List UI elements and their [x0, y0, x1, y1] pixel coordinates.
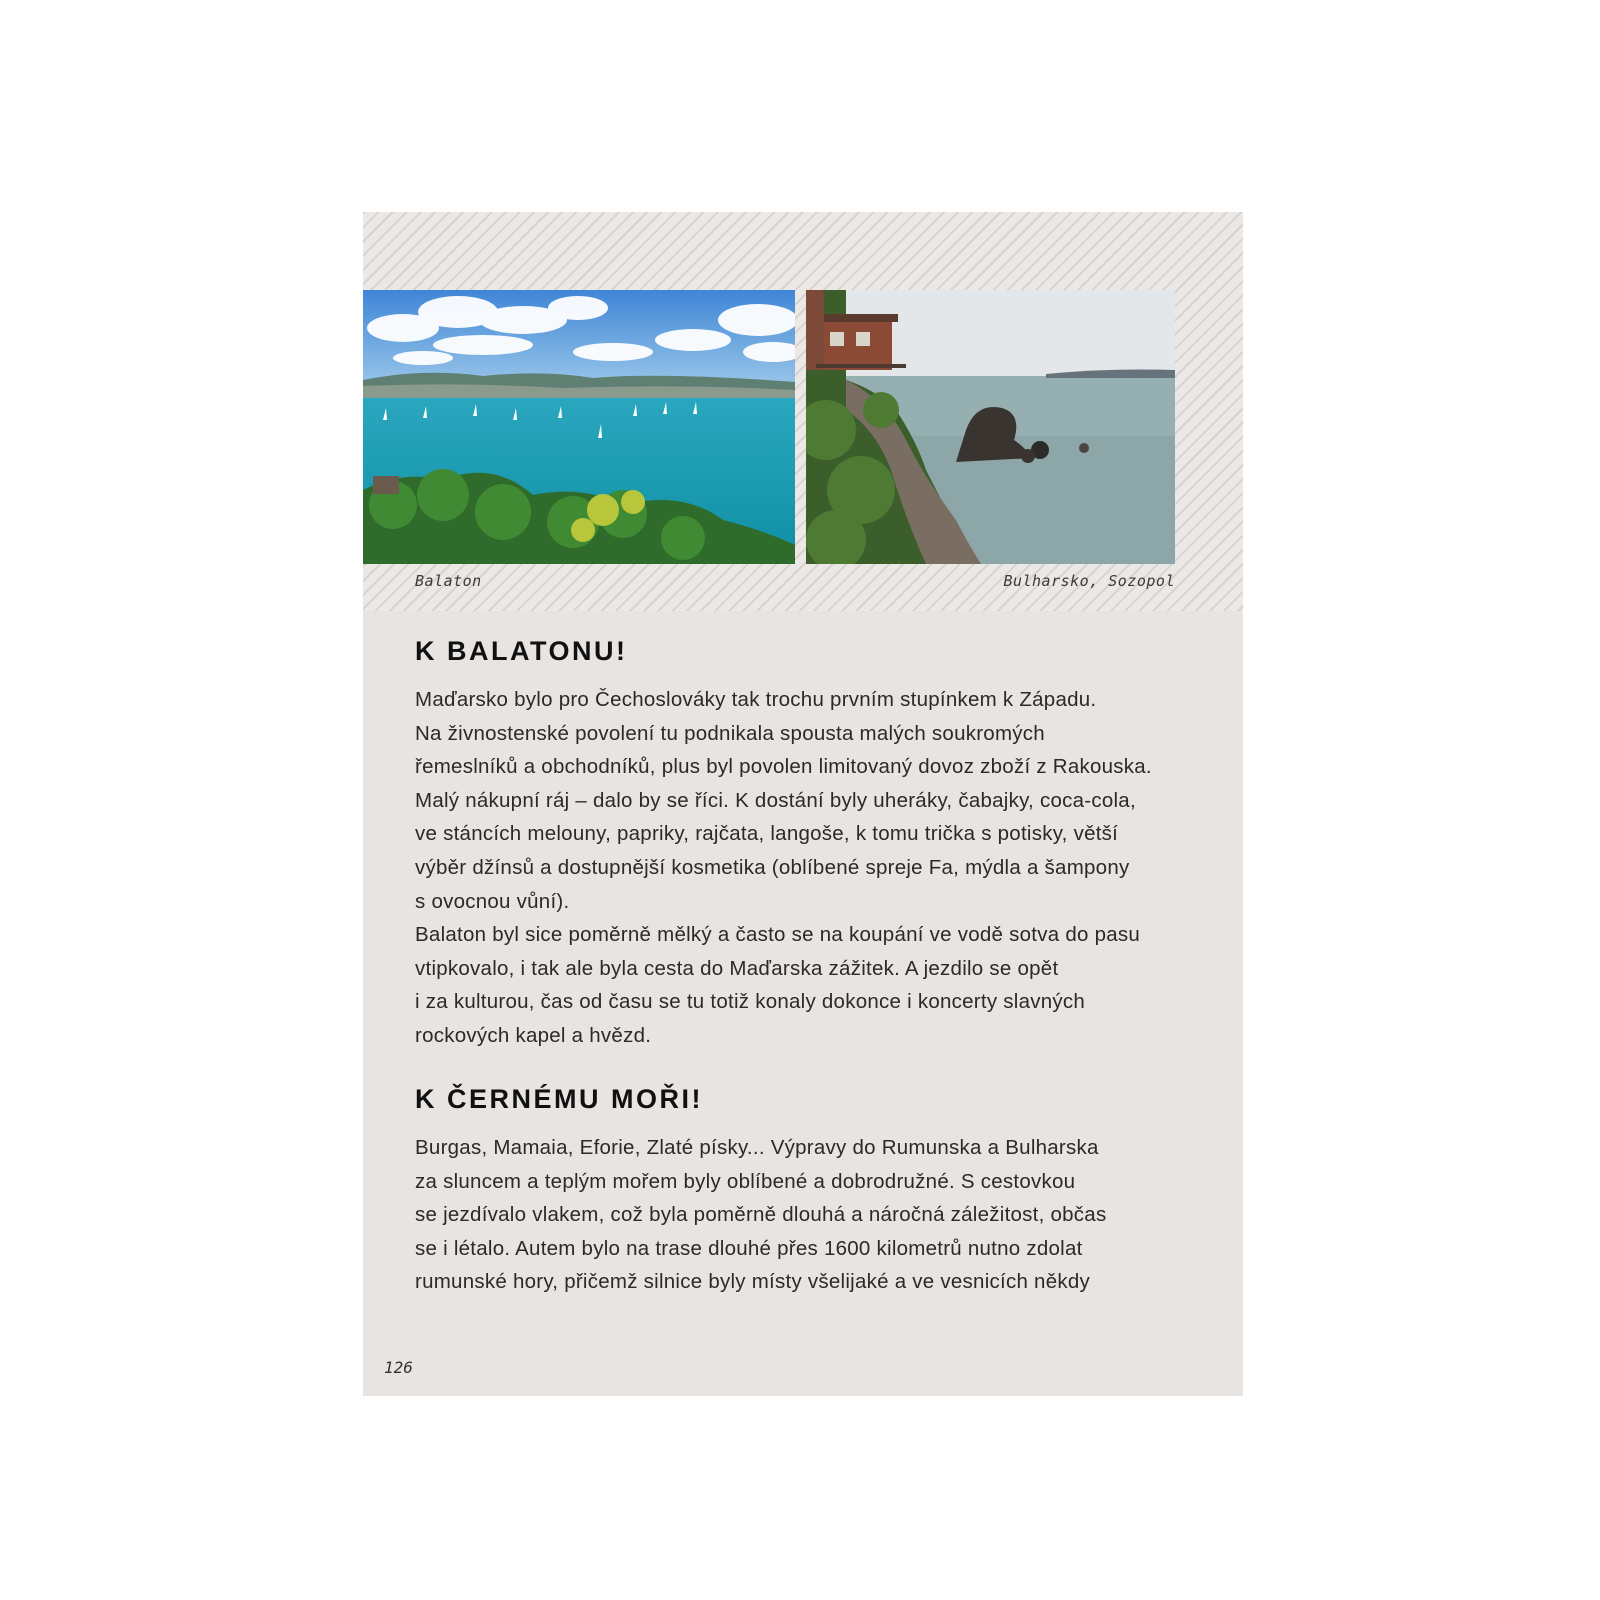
text-line: Maďarsko bylo pro Čechoslováky tak trochu prvním stupínkem k Západu.	[415, 688, 1097, 711]
page-number: 126	[384, 1358, 413, 1377]
text-line: s ovocnou vůní).	[415, 889, 570, 913]
text-line: rumunské hory, přičemž silnice byly místy všelijaké a ve vesnicích někdy	[415, 1270, 1090, 1294]
paragraph-balaton	[415, 683, 1205, 1053]
text-line: ve stáncích melouny, papriky, rajčata, langoše, k tomu trička s potisky, větší	[415, 822, 1119, 846]
photo-balaton	[363, 290, 795, 564]
text-line: se jezdívalo vlakem, což byla poměrně dlouhá a náročná záležitost, občas	[415, 1203, 1107, 1227]
text-line: Malý nákupní ráj – dalo by se říci. K dostání byly uheráky, čabajky, coca-cola,	[415, 788, 1136, 812]
heading-balaton: K BALATONU!	[415, 636, 628, 666]
text-line: výběr džínsů a dostupnější kosmetika (oblíbené spreje Fa, mýdla a šampony	[415, 855, 1130, 879]
caption-sozopol: Bulharsko, Sozopol	[1003, 572, 1175, 590]
text-line: za sluncem a teplým mořem byly oblíbené a dobrodružné. S cestovkou	[415, 1169, 1076, 1193]
text-line: rockových kapel a hvězd.	[415, 1023, 652, 1047]
book-page	[363, 212, 1243, 1396]
balaton-lake-illustration	[363, 290, 795, 564]
heading-black-sea: K ČERNÉMU MOŘI!	[415, 1084, 703, 1114]
caption-balaton: Balaton	[415, 572, 482, 590]
text-line: vtipkovalo, i tak ale byla cesta do Maďarska zážitek. A jezdilo se opět	[415, 956, 1059, 980]
text-line: se i létalo. Autem bylo na trase dlouhé přes 1600 kilometrů nutno zdolat	[415, 1236, 1083, 1260]
text-line: i za kulturou, čas od času se tu totiž konaly dokonce i koncerty slavných	[415, 990, 1086, 1014]
text-line: řemeslníků a obchodníků, plus byl povolen limitovaný dovoz zboží z Rakouska.	[415, 755, 1152, 779]
text-line: Balaton byl sice poměrně mělký a často se na koupání ve vodě sotva do pasu	[415, 923, 1141, 947]
photo-sozopol	[806, 290, 1175, 564]
text-line: Na živnostenské povolení tu podnikala spousta malých soukromých	[415, 721, 1045, 745]
text-line: Burgas, Mamaia, Eforie, Zlaté písky... Výpravy do Rumunska a Bulharska	[415, 1136, 1099, 1159]
sozopol-coast-illustration	[806, 290, 1175, 564]
paragraph-black-sea	[415, 1131, 1205, 1299]
